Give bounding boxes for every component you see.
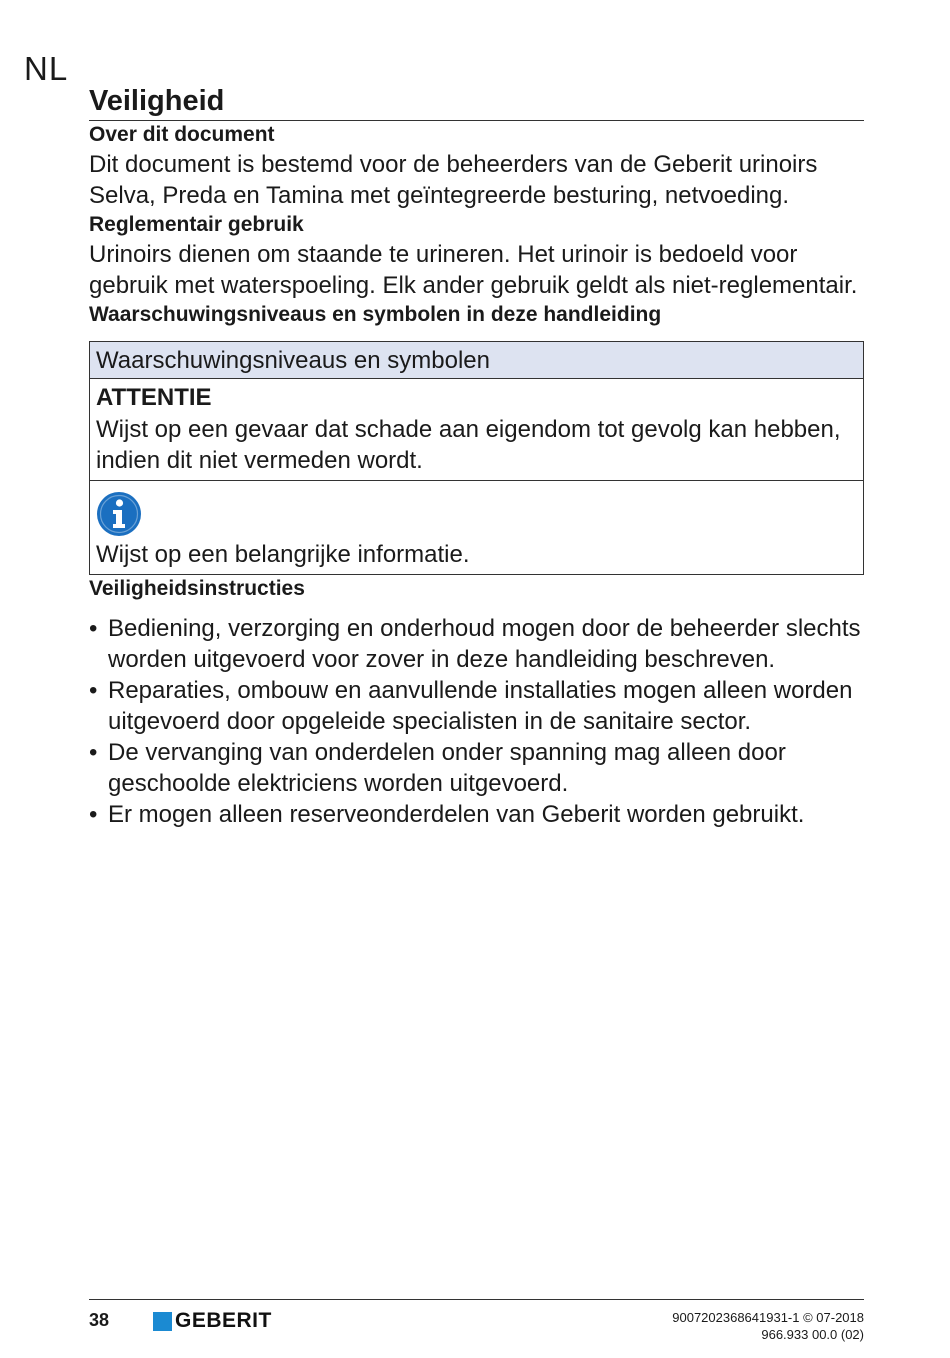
attention-text: Wijst op een gevaar dat schade aan eigendom tot gevolg kan hebben, indien dit niet vermeden wordt. [96,416,841,474]
bullet: • [89,801,98,828]
info-text: Wijst op een belangrijke informatie. [96,541,470,568]
page-title: Veiligheid [89,84,864,121]
page-number: 38 [89,1310,110,1330]
attention-label: ATTENTIE [96,384,212,411]
footer-divider [89,1299,864,1300]
section-heading-about: Over dit document [89,123,275,146]
bullet: • [89,739,98,766]
document-id: 9007202368641931-1 © 07-2018 [672,1310,864,1325]
info-row [90,481,864,575]
safety-instructions-list [89,613,864,830]
section-heading-warnings: Waarschuwingsniveaus en symbolen in deze handleiding [89,303,662,326]
document-number: 966.933 00.0 (02) [761,1327,864,1342]
warning-levels-table [89,341,864,575]
list-item [89,799,864,830]
section-text-about: Dit document is bestemd voor de beheerders van de Geberit urinoirs Selva, Preda en Tamina met geïntegreerde besturing, netvoeding. [89,151,818,209]
list-item-text: De vervanging van onderdelen onder spanning mag alleen door geschoolde elektriciens worden uitgevoerd. [108,739,786,797]
language-label: NL [24,50,69,87]
geberit-logo [153,1311,272,1331]
list-item [89,675,864,737]
list-item-text: Reparaties, ombouw en aanvullende installaties mogen alleen worden uitgevoerd door opgeleide specialisten in de sanitaire sector. [108,677,853,735]
list-item [89,737,864,799]
section-heading-intended-use: Reglementair gebruik [89,213,304,236]
warning-table-header: Waarschuwingsniveaus en symbolen [90,342,864,379]
bullet: • [89,615,98,642]
list-item-text: Er mogen alleen reserveonderdelen van Geberit worden gebruikt. [108,801,805,828]
info-icon [96,491,142,537]
section-text-intended-use: Urinoirs dienen om staande te urineren. Het urinoir is bedoeld voor gebruik met waterspoeling. Elk ander gebruik geldt als niet-reglementair. [89,241,858,299]
attention-row [90,379,864,481]
bullet: • [89,677,98,704]
list-item-text: Bediening, verzorging en onderhoud mogen door de beheerder slechts worden uitgevoerd voor zover in deze handleiding beschreven. [108,615,861,673]
logo-square-icon [153,1312,172,1331]
list-item [89,613,864,675]
document-info [672,1309,864,1343]
logo-text: GEBERIT [175,1309,272,1332]
page-content [89,84,864,830]
section-heading-safety: Veiligheidsinstructies [89,577,305,600]
